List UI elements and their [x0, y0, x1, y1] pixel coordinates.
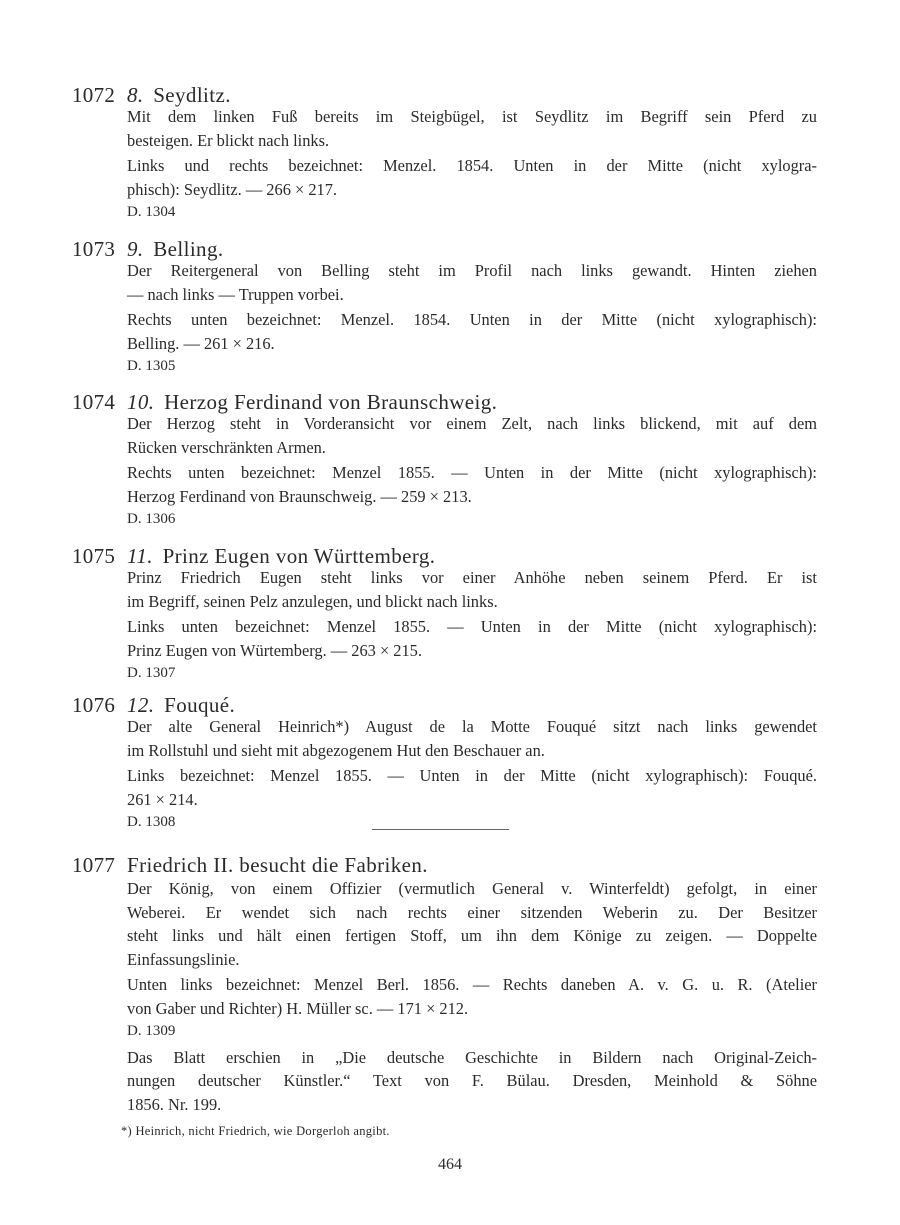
entry-sub-number: 9.	[127, 237, 144, 261]
entry-line: Einfassungslinie.	[127, 949, 240, 969]
entry-sub-number: 11.	[127, 544, 153, 568]
entry-line: D. 1308	[127, 814, 176, 830]
entry-number: 1072	[72, 83, 116, 107]
entry-line: 1856. Nr. 199.	[127, 1094, 222, 1114]
entry-body	[127, 412, 817, 532]
entry-body	[127, 566, 817, 686]
entry-line: nungen deutscher Künstler.“ Text von F. Bülau. Dresden, Meinhold & Söhne	[127, 1071, 817, 1090]
entry-line: Prinz Eugen von Würtemberg. — 263 × 215.	[127, 640, 422, 660]
entry-title	[127, 850, 428, 880]
entry-line: — nach links — Truppen vorbei.	[127, 284, 344, 304]
entry-line: D. 1306	[127, 511, 176, 527]
entry-line: im Begriff, seinen Pelz anzulegen, und blickt nach links.	[127, 591, 498, 611]
entry-sub-number: 8.	[127, 83, 144, 107]
entry-line: D. 1307	[127, 665, 176, 681]
entry-line: Rechts unten bezeichnet: Menzel. 1854. Unten in der Mitte (nicht xylographisch):	[127, 310, 817, 329]
entry-line: Rücken verschränkten Armen.	[127, 437, 326, 457]
entry-title-text: Fouqué.	[164, 693, 236, 717]
catalog-entry-1077	[0, 850, 900, 1114]
entry-line: Belling. — 261 × 216.	[127, 333, 275, 353]
entry-line: D. 1305	[127, 358, 176, 374]
entry-line: Prinz Friedrich Eugen steht links vor einer Anhöhe neben seinem Pferd. Er ist	[127, 568, 817, 587]
entry-line: Das Blatt erschien in „Die deutsche Geschichte in Bildern nach Original-Zeich-	[127, 1047, 817, 1067]
entry-line: Herzog Ferdinand von Braunschweig. — 259 × 213.	[127, 486, 472, 506]
entry-line: Unten links bezeichnet: Menzel Berl. 1856. — Rechts daneben A. v. G. u. R. (Atelier	[127, 975, 817, 994]
entry-sub-number: 12.	[127, 693, 155, 717]
catalog-entry-1076	[0, 690, 900, 830]
entry-line: von Gaber und Richter) H. Müller sc. — 171 × 212.	[127, 998, 469, 1018]
entry-line: Der alte General Heinrich*) August de la Motte Fouqué sitzt nach links gewendet	[127, 717, 817, 736]
entry-title-text: Seydlitz.	[153, 83, 231, 107]
entry-body	[127, 715, 817, 835]
catalog-entry-1072	[0, 80, 900, 220]
entry-number: 1074	[72, 390, 116, 414]
entry-body	[127, 877, 817, 1116]
entry-number: 1076	[72, 693, 116, 717]
entry-number: 1073	[72, 237, 116, 261]
entry-line: im Rollstuhl und sieht mit abgezogenem Hut den Beschauer an.	[127, 740, 545, 760]
entry-line: 261 × 214.	[127, 789, 198, 809]
entry-body	[127, 105, 817, 225]
entry-line: Links unten bezeichnet: Menzel 1855. — Unten in der Mitte (nicht xylographisch):	[127, 617, 817, 636]
entry-line: besteigen. Er blickt nach links.	[127, 130, 330, 150]
catalog-entry-1075	[0, 541, 900, 681]
entry-line: Weberei. Er wendet sich nach rechts einer sitzenden Weberin zu. Der Besitzer	[127, 902, 817, 922]
entry-line: Der König, von einem Offizier (vermutlich General v. Winterfeldt) gefolgt, in einer	[127, 879, 817, 898]
footnote: *) Heinrich, nicht Friedrich, wie Dorgerloh angibt.	[121, 1124, 390, 1138]
entry-title-text: Friedrich II. besucht die Fabriken.	[127, 853, 428, 877]
entry-line: Links und rechts bezeichnet: Menzel. 1854. Unten in der Mitte (nicht xylogra-	[127, 156, 817, 175]
entry-title-text: Belling.	[153, 237, 224, 261]
catalog-entry-1074	[0, 387, 900, 527]
entry-title-text: Prinz Eugen von Württemberg.	[162, 544, 436, 568]
catalog-entry-1073	[0, 234, 900, 374]
entry-line: Links bezeichnet: Menzel 1855. — Unten in der Mitte (nicht xylographisch): Fouqué.	[127, 766, 817, 785]
entry-number: 1077	[72, 853, 116, 877]
entry-sub-number: 10.	[127, 390, 155, 414]
entry-line: steht links und hält einen fertigen Stoff, um ihn dem Könige zu zeigen. — Doppelte	[127, 926, 817, 945]
entry-line: Der Herzog steht in Vorderansicht vor einem Zelt, nach links blickend, mit auf dem	[127, 414, 817, 433]
entry-number: 1075	[72, 544, 116, 568]
entry-heading	[0, 850, 900, 880]
entry-line: phisch): Seydlitz. — 266 × 217.	[127, 179, 338, 199]
entry-body	[127, 259, 817, 379]
entry-line: Rechts unten bezeichnet: Menzel 1855. — Unten in der Mitte (nicht xylographisch):	[127, 463, 817, 482]
section-divider	[372, 829, 509, 830]
entry-line: D. 1309	[127, 1023, 176, 1039]
entry-title-text: Herzog Ferdinand von Braunschweig.	[164, 390, 498, 414]
entry-line: Mit dem linken Fuß bereits im Steigbügel, ist Seydlitz im Begriff sein Pferd zu	[127, 107, 817, 126]
entry-line: D. 1304	[127, 204, 176, 220]
page-number: 464	[438, 1156, 462, 1173]
entry-line: Der Reitergeneral von Belling steht im Profil nach links gewandt. Hinten ziehen	[127, 261, 817, 280]
